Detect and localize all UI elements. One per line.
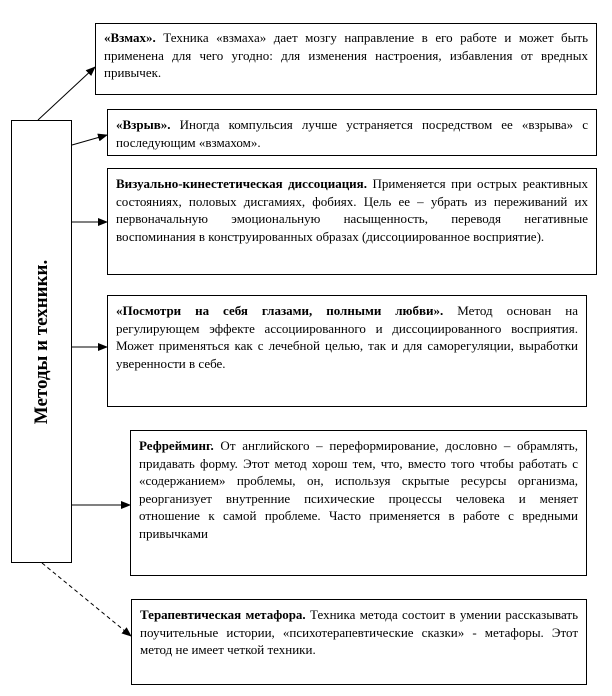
method-title: Визуально-кинестетическая диссоциация. <box>116 176 367 191</box>
arrow-vzryv <box>72 135 107 145</box>
method-box-reframing <box>130 430 587 576</box>
method-box-metaphor <box>131 599 587 685</box>
arrow-vzmah <box>38 67 95 120</box>
method-box-love-eyes <box>107 295 587 407</box>
method-title: Рефрейминг. <box>139 438 214 453</box>
method-text: Применяется при острых реактивных состояниях, половых дисгамиях, фобиях. Цель ее – убрать из переживаний их первоначальную эмоциональную насыщенность, переводя негативные воспоминания в конструированных образах (диссоциированное восприятие). <box>116 176 589 244</box>
method-box-vzryv <box>107 109 597 156</box>
method-text: Техника метода состоит в умении рассказывать поучительные истории, «психотерапевтические сказки» - метафоры. Этот метод не имеет четкой техники. <box>140 607 578 657</box>
methods-side-box <box>11 120 72 563</box>
method-title: Терапевтическая метафора. <box>140 607 306 622</box>
method-box-vzmah <box>95 23 597 95</box>
arrow-metaphor <box>42 563 131 636</box>
method-box-dissociation <box>107 168 597 275</box>
method-text: Иногда компульсия лучше устраняется посредством ее «взрыва» с последующим «взмахом». <box>116 117 588 150</box>
method-title: «Взрыв». <box>116 117 171 132</box>
method-text: Метод основан на регулирующем эффекте ассоциированного и диссоциированного восприятия. Может применяться как с лечебной целью, так и для саморегуляции, выработки уверенности в себе. <box>116 303 578 371</box>
method-title: «Взмах». <box>104 30 156 45</box>
method-title: «Посмотри на себя глазами, полными любви». <box>116 303 444 318</box>
method-text: От английского – переформирование, дословно – обрамлять, придавать форму. Этот метод хорош тем, что, вместо того чтобы работать с «содержанием» проблемы, он, используя скрытые ресурсы организма, реорганизует внутренние психические процессы человека и меняет отношение к самой проблеме. Часто применяется в работе с вредными привычками <box>139 438 578 541</box>
methods-side-label: Методы и техники. <box>30 259 52 424</box>
method-text: Техника «взмаха» дает мозгу направление в его работе и может быть применена для чего угодно: для изменения настроения, избавления от вредных привычек. <box>104 30 588 80</box>
